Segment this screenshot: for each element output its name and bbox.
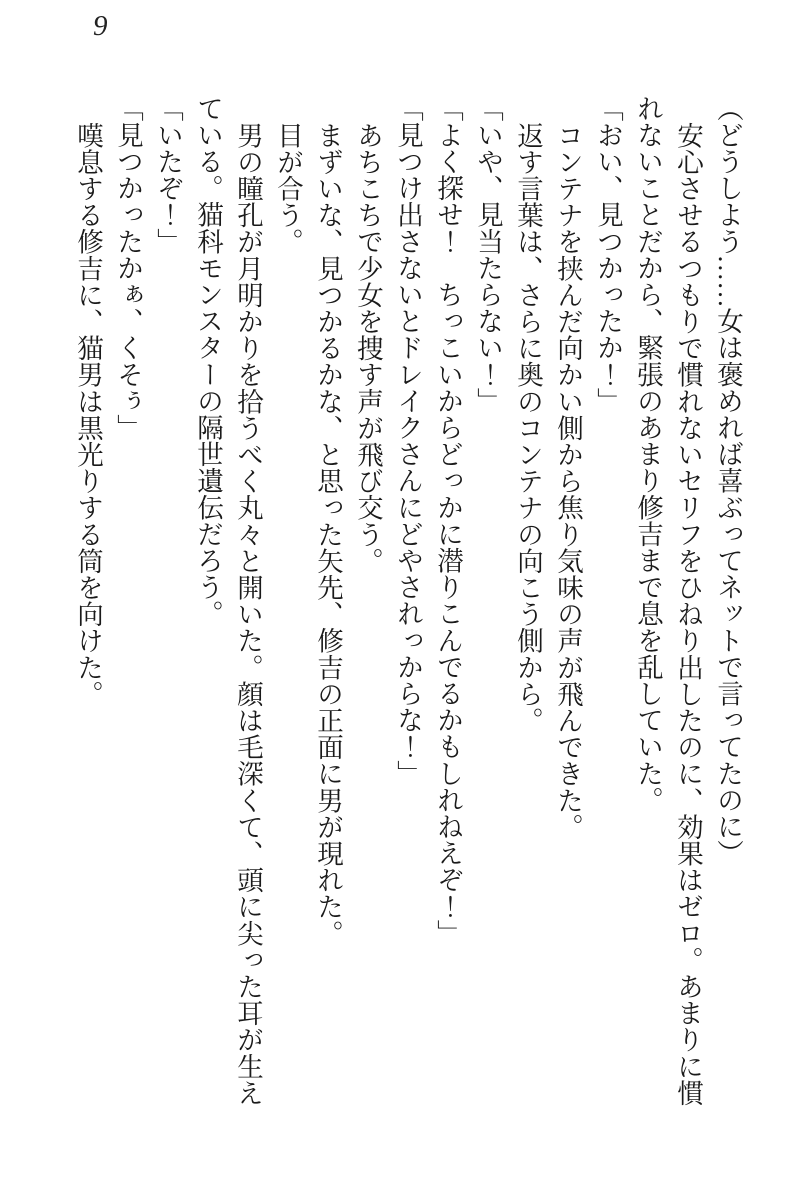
paragraph-narration-1: 安心させるつもりで慣れないセリフをひねり出したのに、効果はゼロ。あまりに慣れないことだから、緊張のあまり修吉まで息を乱していた。 [633,95,703,1106]
paragraph-dialogue-5: 「いたぞ！」 [153,95,183,255]
paragraph-narration-2: コンテナを挟んだ向かい側から焦り気味の声が飛んできた。 [553,121,583,840]
paragraph-dialogue-2: 「いや、見当たらない！」 [473,95,503,415]
page-number: 9 [93,10,108,42]
paragraph-thought: （どうしよう……女は褒めれば喜ぶってネットで言ってたのに） [713,95,743,867]
paragraph-narration-4: あちこちで少女を捜す声が飛び交う。 [353,121,383,574]
paragraph-narration-7: 男の瞳孔が月明かりを拾うべく丸々と開いた。顔は毛深くて、頭に尖った耳が生えている。猫科モンスターの隔世遺伝だろう。 [193,95,263,1106]
paragraph-dialogue-1: 「おい、見つかったか！」 [593,95,623,415]
novel-text-block [68,95,748,1107]
paragraph-dialogue-3: 「よく探せ！ ちっこいからどっかに潜りこんでるかもしれねえぞ！」 [433,95,463,947]
paragraph-narration-3: 返す言葉は、さらに奥のコンテナの向こう側から。 [513,121,543,734]
paragraph-narration-6: 目が合う。 [273,121,303,255]
paragraph-narration-8: 嘆息する修吉に、猫男は黒光りする筒を向けた。 [73,121,103,707]
paragraph-narration-5: まずいな、見つかるかな、と思った矢先、修吉の正面に男が現れた。 [313,121,343,947]
paragraph-dialogue-6: 「見つかったかぁ、くそぅ」 [113,95,143,441]
paragraph-dialogue-4: 「見つけ出さないとドレイクさんにどやされっからな！」 [393,95,423,787]
